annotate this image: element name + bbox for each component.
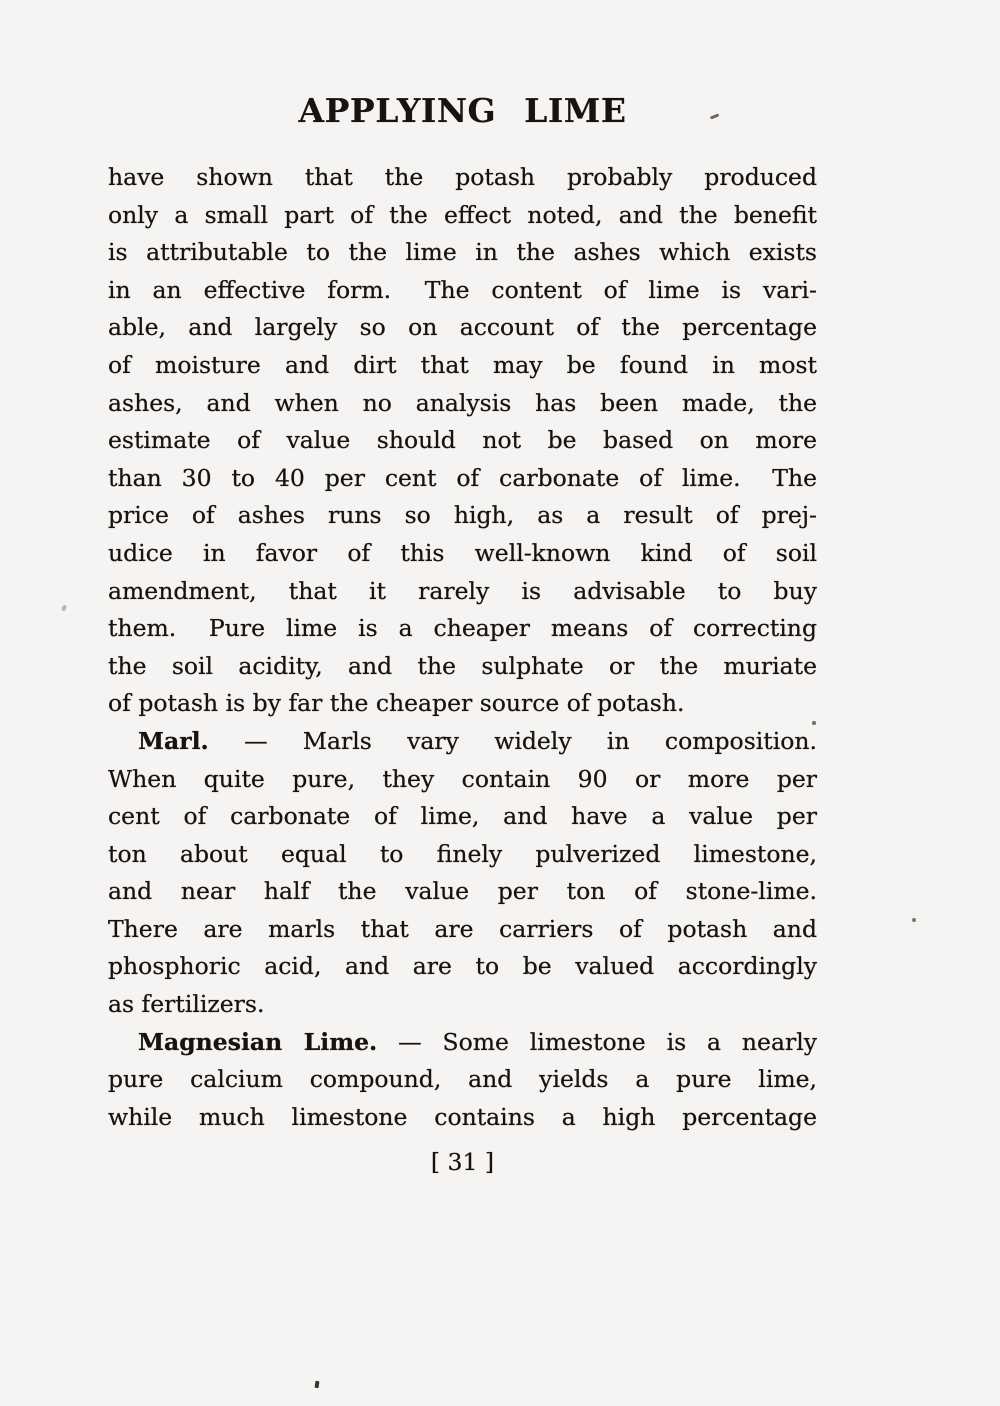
text-line: have shown that the potash probably produced (108, 163, 817, 191)
text-line: There are marls that are carriers of potash and (108, 914, 817, 943)
ink-speck (61, 605, 66, 612)
text-line: and near half the value per ton of stone-lime. (108, 877, 817, 906)
page-number: [ 31 ] (430, 1148, 495, 1176)
paragraph-lead: Magnesian Lime. (138, 1027, 378, 1056)
text-line: as fertilizers. (108, 990, 265, 1019)
body-text (108, 159, 817, 1136)
paragraph-lead-rest: — Some limestone is a nearly (377, 1027, 817, 1056)
paragraph-lead-rest: — Marls vary widely in composition. (208, 726, 817, 755)
text-line: ton about equal to finely pulverized limestone, (108, 839, 817, 868)
text-line: than 30 to 40 per cent of carbonate of lime. The (108, 463, 817, 492)
text-line: them. Pure lime is a cheaper means of correcting (108, 614, 817, 643)
text-line: is attributable to the lime in the ashes which exists (108, 238, 817, 267)
text-line: When quite pure, they contain 90 or more per (108, 764, 817, 793)
ink-speck (812, 721, 816, 725)
page-title: APPLYING LIME (298, 91, 627, 130)
text-line: price of ashes runs so high, as a result of prej- (108, 501, 817, 530)
text-line: able, and largely so on account of the percentage (108, 313, 817, 342)
text-line: phosphoric acid, and are to be valued accordingly (108, 952, 817, 981)
text-line: ashes, and when no analysis has been made, the (108, 388, 817, 417)
text-line: amendment, that it rarely is advisable to buy (108, 576, 817, 605)
text-line: cent of carbonate of lime, and have a value per (108, 802, 817, 831)
text-line (108, 723, 817, 761)
text-line (108, 1024, 817, 1062)
text-line: the soil acidity, and the sulphate or the muriate (108, 651, 817, 680)
text-line: only a small part of the effect noted, and the benefit (108, 200, 817, 229)
text-line: while much limestone contains a high percentage (108, 1102, 817, 1131)
paragraph (108, 723, 817, 1024)
text-line: udice in favor of this well-known kind of soil (108, 538, 817, 567)
text-line: of potash is by far the cheaper source of potash. (108, 689, 685, 718)
paragraph (108, 159, 817, 723)
text-column (108, 0, 817, 1406)
text-line: pure calcium compound, and yields a pure lime, (108, 1065, 817, 1094)
text-line: estimate of value should not be based on more (108, 426, 817, 455)
text-line: in an effective form. The content of lime is vari- (108, 275, 817, 304)
text-line: of moisture and dirt that may be found in most (108, 350, 817, 379)
ink-speck (912, 918, 916, 922)
paragraph-lead: Marl. (138, 726, 209, 755)
paragraph (108, 1024, 817, 1137)
